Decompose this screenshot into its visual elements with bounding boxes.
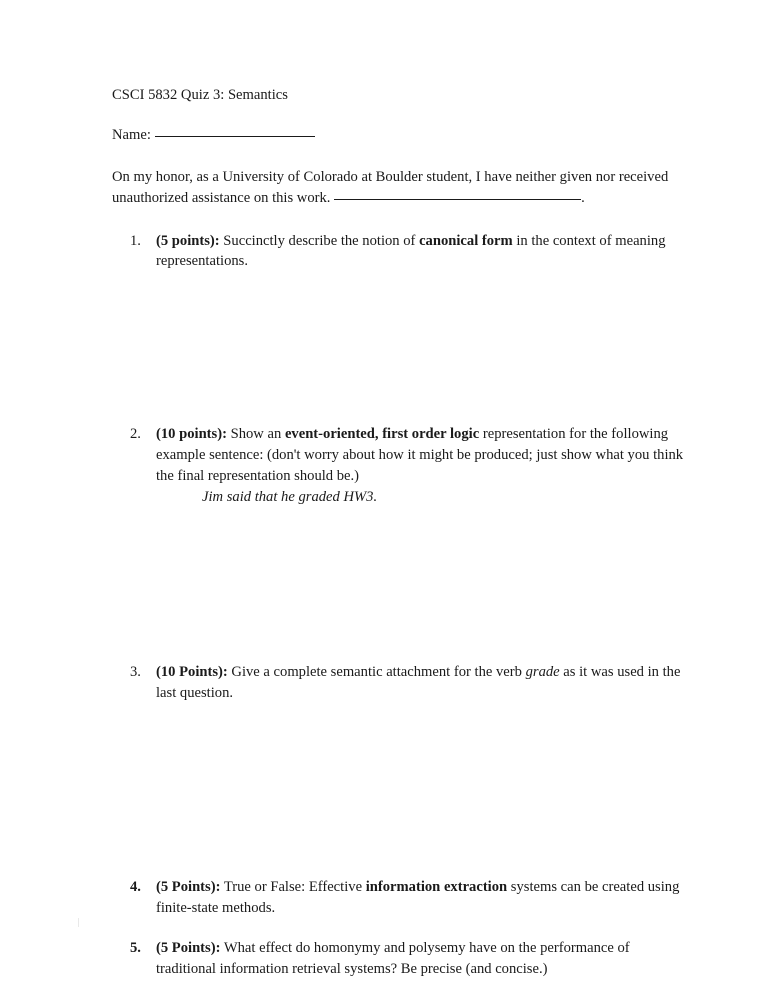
question-text-5 — [156, 940, 630, 977]
question-text-1-post: in the context of meaning representations. — [156, 232, 666, 270]
question-number-1: 1. — [130, 232, 141, 249]
question-points-3: (10 Points): — [156, 663, 228, 680]
question-points-5: (5 Points): — [156, 939, 221, 956]
question-item-3 — [112, 662, 684, 877]
question-number-4: 4. — [130, 879, 141, 896]
question-term-3: grade — [525, 663, 560, 680]
question-term-4: information extraction — [365, 879, 508, 896]
question-text-4-post: systems can be created using finite-state methods. — [156, 879, 680, 917]
question-text-3-pre: Give a complete semantic attachment for the verb — [227, 663, 526, 680]
question-points-1: (5 points): — [156, 232, 220, 249]
question-text-1-pre: Succinctly describe the notion of — [219, 232, 420, 249]
question-text-3 — [156, 664, 680, 701]
question-list — [112, 231, 684, 980]
honor-statement — [112, 167, 684, 208]
answer-space-1[interactable] — [156, 272, 684, 424]
question-item-1 — [112, 231, 684, 424]
question-term-1: canonical form — [419, 232, 513, 249]
name-label: Name: — [112, 127, 151, 144]
scan-artifact-mark — [78, 918, 79, 927]
answer-space-3[interactable] — [156, 703, 684, 877]
question-number-2: 2. — [130, 426, 141, 443]
question-text-3-post: as it was used in the last question. — [156, 663, 681, 701]
question-item-5 — [112, 938, 684, 979]
question-text-4-pre: True or False: Effective — [220, 879, 366, 896]
answer-space-4[interactable] — [156, 919, 684, 938]
question-points-2: (10 points): — [156, 426, 227, 443]
question-item-2 — [112, 424, 684, 662]
honor-statement-line2: unauthorized assistance on this work. — [112, 189, 331, 206]
honor-statement-period: . — [581, 189, 585, 206]
question-text-4 — [156, 879, 679, 916]
document-title: CSCI 5832 Quiz 3: Semantics — [112, 87, 288, 103]
question-text-2-pre: Show an — [226, 426, 285, 443]
question-text-2-post: representation for the following example sentence: (don't worry about how it might be produced; just show what you think the final representation should be.) — [156, 426, 684, 484]
question-example-sentence-2: Jim said that he graded HW3. — [202, 489, 378, 506]
name-field-line — [112, 126, 684, 145]
question-number-5: 5. — [130, 939, 141, 956]
question-term-2: event-oriented, first order logic — [284, 426, 480, 443]
question-text-2 — [156, 426, 684, 508]
question-number-3: 3. — [130, 663, 141, 680]
question-points-4: (5 Points): — [156, 879, 221, 896]
question-text-1 — [156, 233, 666, 270]
signature-blank-input[interactable] — [334, 199, 581, 200]
answer-space-2[interactable] — [156, 508, 684, 662]
name-blank-input[interactable] — [155, 136, 315, 137]
question-item-4 — [112, 877, 684, 937]
honor-statement-line1: On my honor, as a University of Colorado at Boulder student, I have neither given nor received — [112, 169, 669, 186]
question-text-5-pre: What effect do homonymy and polysemy have on the performance of traditional information retrieval systems? Be precise (and concise.) — [156, 939, 630, 977]
document-body — [112, 86, 684, 979]
